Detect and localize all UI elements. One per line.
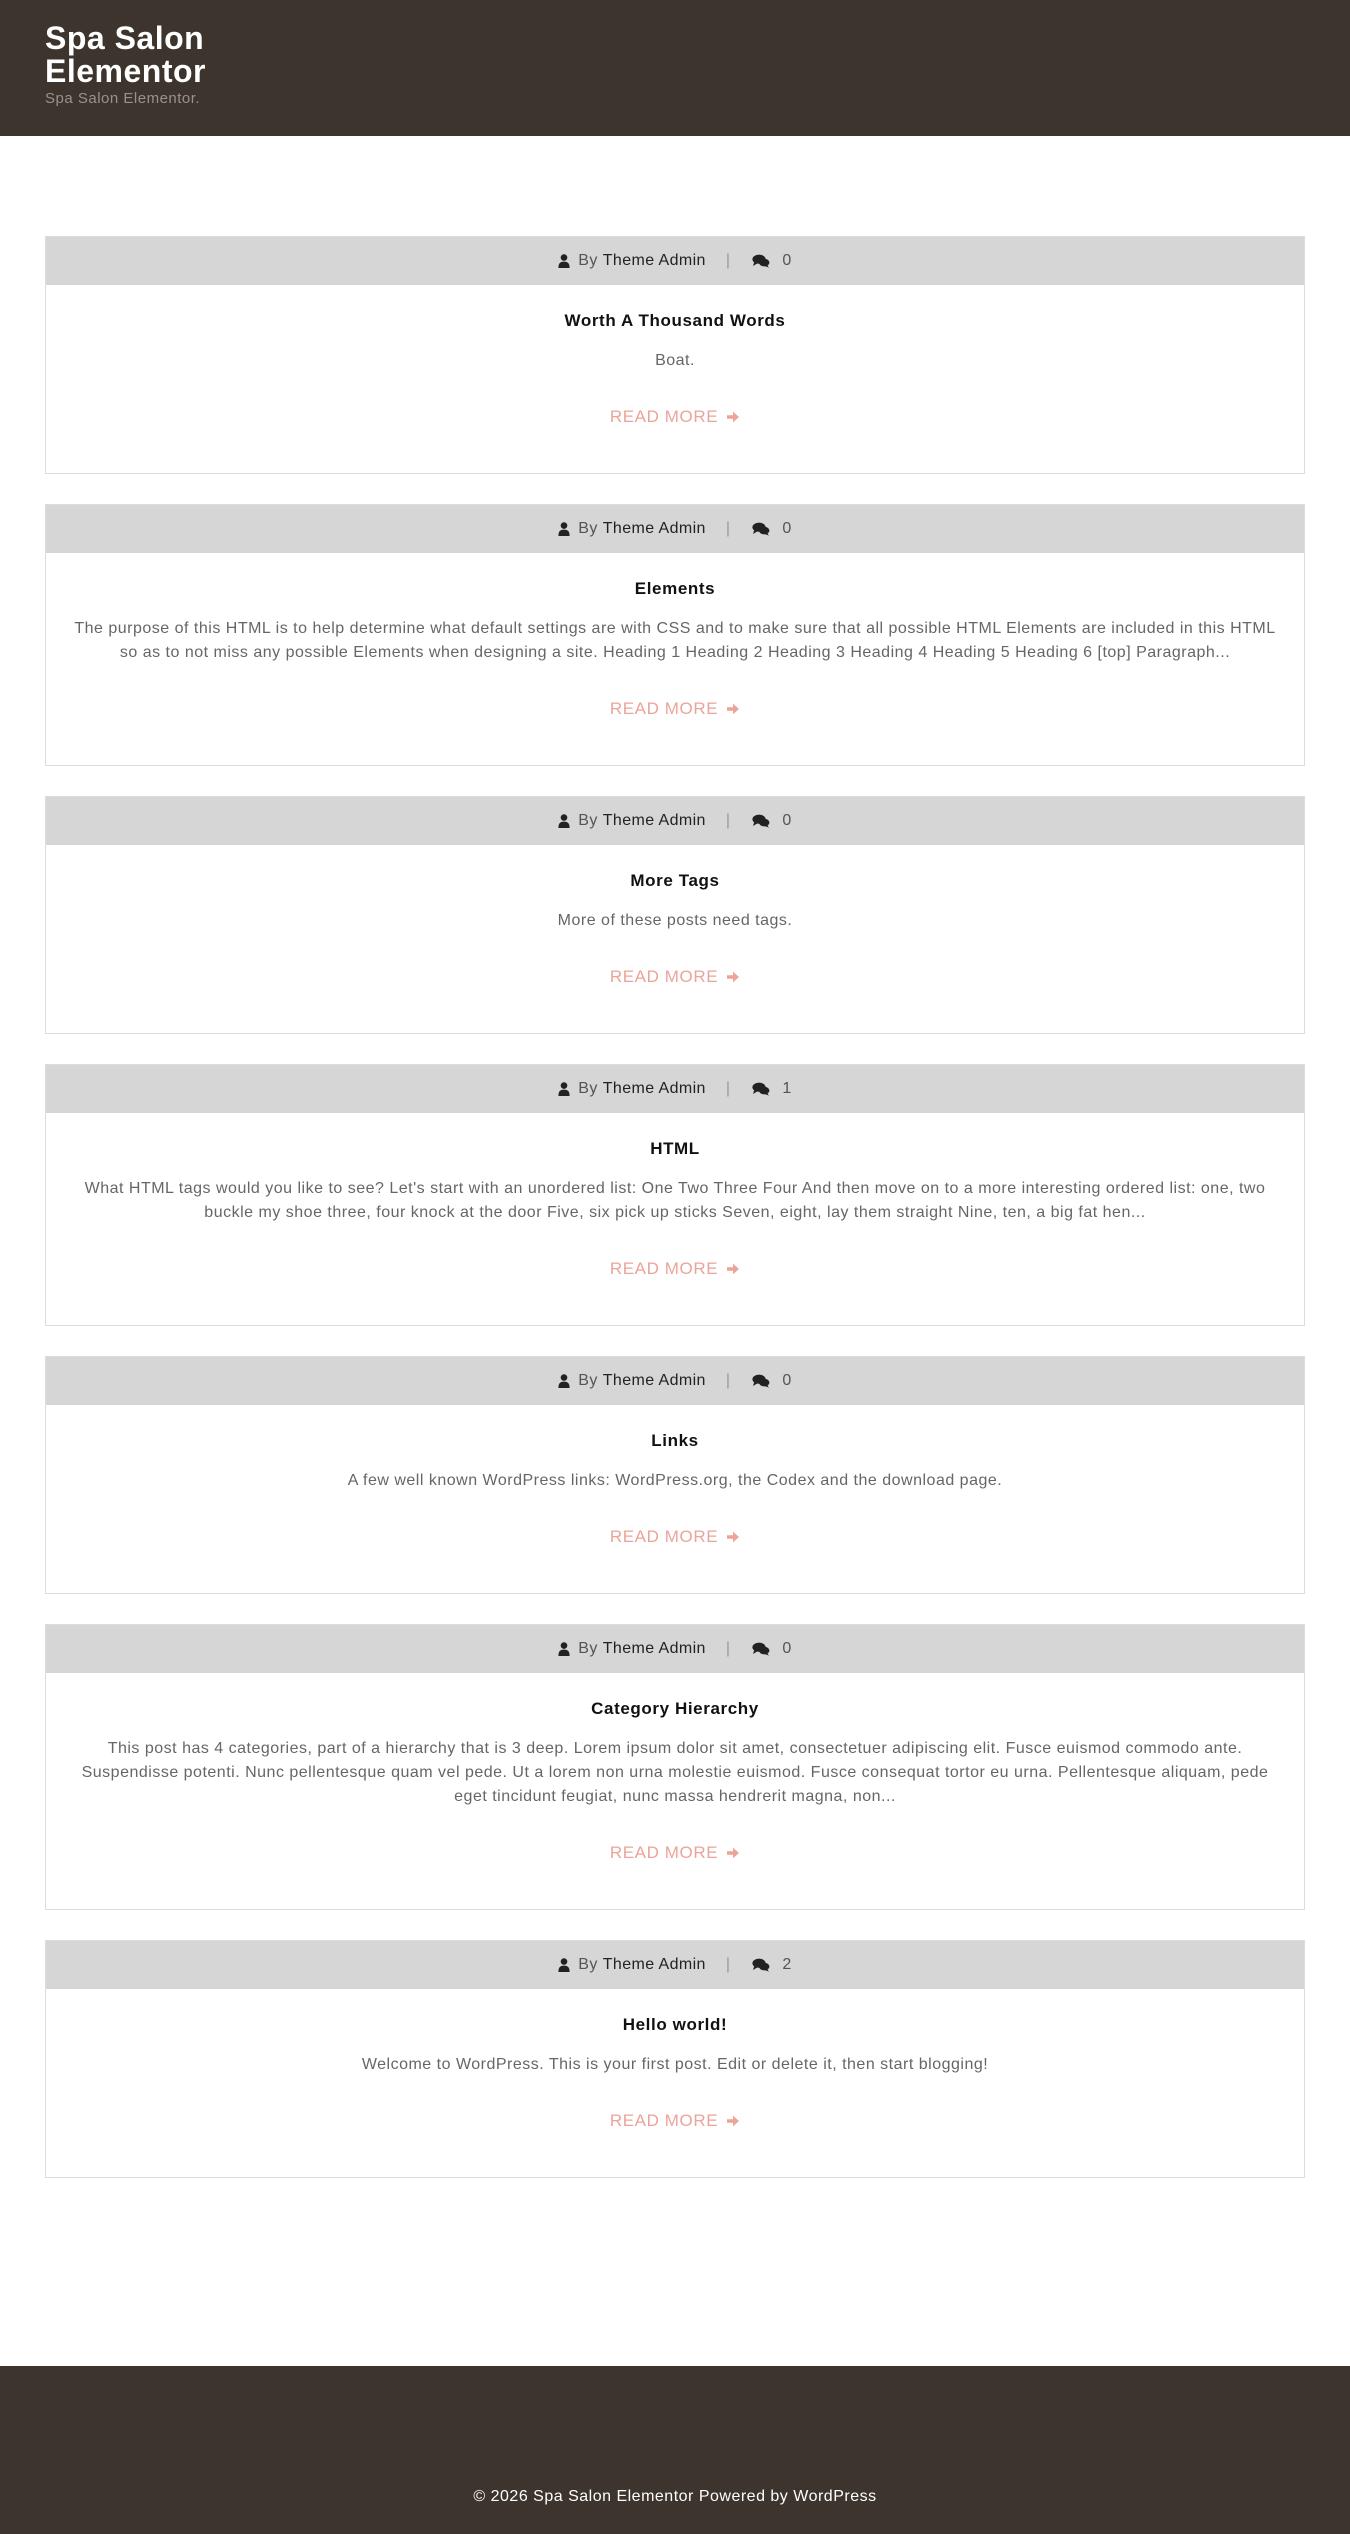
read-more-link[interactable] — [610, 407, 740, 427]
arrow-right-icon — [726, 1846, 740, 1860]
post-title[interactable]: More Tags — [630, 871, 720, 890]
meta-divider: | — [725, 252, 731, 269]
post-author-prefix: By — [578, 812, 598, 829]
read-more-label: READ MORE — [609, 1843, 719, 1862]
post-author — [558, 1640, 706, 1658]
comments-icon — [752, 1958, 770, 1972]
site-footer — [0, 2366, 1350, 2534]
post-author-link[interactable]: Theme Admin — [602, 1080, 706, 1097]
comment-count: 0 — [782, 520, 792, 537]
post-title[interactable]: Hello world! — [622, 2015, 728, 2034]
comment-count: 0 — [782, 252, 792, 269]
read-more-label: READ MORE — [609, 699, 719, 718]
comments-icon — [752, 1374, 770, 1388]
meta-divider: | — [725, 520, 731, 537]
post-title[interactable]: Elements — [634, 579, 716, 598]
post-comments[interactable] — [752, 1372, 791, 1390]
arrow-right-icon — [726, 702, 740, 716]
arrow-right-icon — [726, 1530, 740, 1544]
read-more-link[interactable] — [610, 1843, 740, 1863]
post-card — [45, 1940, 1305, 2178]
read-more-label: READ MORE — [609, 407, 719, 426]
post-meta — [46, 1941, 1304, 1989]
arrow-right-icon — [726, 410, 740, 424]
post-author — [558, 1956, 706, 1974]
read-more-label: READ MORE — [609, 1259, 719, 1278]
post-title[interactable]: Category Hierarchy — [591, 1699, 759, 1718]
post-author-link[interactable]: Theme Admin — [602, 520, 706, 537]
copyright: © 2026 Spa Salon Elementor Powered by WordPress — [473, 2488, 877, 2505]
read-more-link[interactable] — [610, 1527, 740, 1547]
post-author-link[interactable]: Theme Admin — [602, 1372, 706, 1389]
user-icon — [558, 1642, 570, 1656]
post-meta — [46, 237, 1304, 285]
post-author-prefix: By — [578, 520, 598, 537]
post-body — [46, 1405, 1304, 1593]
post-title[interactable]: Worth A Thousand Words — [564, 311, 786, 330]
read-more-link[interactable] — [610, 1259, 740, 1279]
post-meta — [46, 1065, 1304, 1113]
post-excerpt: More of these posts need tags. — [557, 912, 793, 929]
post-author — [558, 812, 706, 830]
meta-divider: | — [725, 1640, 731, 1657]
read-more-label: READ MORE — [609, 1527, 719, 1546]
post-author — [558, 520, 706, 538]
comments-icon — [752, 814, 770, 828]
post-excerpt: What HTML tags would you like to see? Let's start with an unordered list: One Two Three Four And then move on to a more interesting ordered list: one, two buckle my shoe three, four knock at the door Five, six pick up sticks Seven, eight, lay them straight Nine, ten, a big fat hen... — [84, 1180, 1266, 1221]
post-excerpt: Welcome to WordPress. This is your first post. Edit or delete it, then start blogging! — [361, 2056, 989, 2073]
arrow-right-icon — [726, 970, 740, 984]
arrow-right-icon — [726, 1262, 740, 1276]
comments-icon — [752, 522, 770, 536]
post-body — [46, 285, 1304, 473]
post-author-prefix: By — [578, 1080, 598, 1097]
site-header — [0, 0, 1350, 136]
post-card — [45, 1064, 1305, 1326]
meta-divider: | — [725, 1080, 731, 1097]
read-more-link[interactable] — [610, 699, 740, 719]
user-icon — [558, 522, 570, 536]
post-excerpt: A few well known WordPress links: WordPress.org, the Codex and the download page. — [347, 1472, 1003, 1489]
post-meta — [46, 797, 1304, 845]
meta-divider: | — [725, 1372, 731, 1389]
post-author-prefix: By — [578, 1956, 598, 1973]
post-meta — [46, 505, 1304, 553]
comment-count: 1 — [782, 1080, 792, 1097]
post-card — [45, 1624, 1305, 1910]
post-card — [45, 1356, 1305, 1594]
post-body — [46, 1113, 1304, 1325]
post-excerpt: Boat. — [655, 352, 695, 369]
meta-divider: | — [725, 812, 731, 829]
post-body — [46, 845, 1304, 1033]
post-comments[interactable] — [752, 252, 791, 270]
post-meta — [46, 1625, 1304, 1673]
post-body — [46, 1989, 1304, 2177]
post-author-link[interactable]: Theme Admin — [602, 1640, 706, 1657]
user-icon — [558, 1374, 570, 1388]
user-icon — [558, 1958, 570, 1972]
read-more-label: READ MORE — [609, 967, 719, 986]
comments-icon — [752, 1642, 770, 1656]
post-list — [45, 236, 1305, 2208]
user-icon — [558, 254, 570, 268]
comments-icon — [752, 254, 770, 268]
post-author-prefix: By — [578, 252, 598, 269]
post-card — [45, 504, 1305, 766]
post-author-link[interactable]: Theme Admin — [602, 812, 706, 829]
post-body — [46, 1673, 1304, 1909]
post-author-link[interactable]: Theme Admin — [602, 1956, 706, 1973]
post-comments[interactable] — [752, 1956, 791, 1974]
comments-icon — [752, 1082, 770, 1096]
read-more-link[interactable] — [610, 2111, 740, 2131]
post-author — [558, 252, 706, 270]
post-comments[interactable] — [752, 520, 791, 538]
site-description: Spa Salon Elementor. — [45, 90, 201, 107]
user-icon — [558, 814, 570, 828]
post-author — [558, 1080, 706, 1098]
read-more-link[interactable] — [610, 967, 740, 987]
comment-count: 0 — [782, 1372, 792, 1389]
post-title[interactable]: HTML — [650, 1139, 700, 1158]
post-author-prefix: By — [578, 1640, 598, 1657]
post-card — [45, 796, 1305, 1034]
meta-divider: | — [725, 1956, 731, 1973]
post-excerpt: The purpose of this HTML is to help determine what default settings are with CSS and to make sure that all possible HTML Elements are included in this HTML so as to not miss any possible Elements when designing a site. Heading 1 Heading 2 Heading 3 Heading 4 Heading 5 Heading 6 [top] Paragraph... — [74, 620, 1276, 661]
post-title[interactable]: Links — [651, 1431, 699, 1450]
site-title[interactable]: Spa Salon Elementor — [45, 20, 206, 89]
comment-count: 2 — [782, 1956, 792, 1973]
post-author-link[interactable]: Theme Admin — [602, 252, 706, 269]
post-card — [45, 236, 1305, 474]
post-comments[interactable] — [752, 812, 791, 830]
post-excerpt: This post has 4 categories, part of a hierarchy that is 3 deep. Lorem ipsum dolor sit amet, consectetuer adipiscing elit. Fusce euismod commodo ante. Suspendisse potenti. Nunc pellentesque quam vel pede. Ut a lorem non urna molestie euismod. Fusce consequat tortor eu urna. Pellentesque aliquam, pede eget tincidunt feugiat, nunc massa hendrerit magna, non... — [81, 1740, 1269, 1805]
comment-count: 0 — [782, 1640, 792, 1657]
read-more-label: READ MORE — [609, 2111, 719, 2130]
post-body — [46, 553, 1304, 765]
post-author — [558, 1372, 706, 1390]
post-comments[interactable] — [752, 1640, 791, 1658]
comment-count: 0 — [782, 812, 792, 829]
arrow-right-icon — [726, 2114, 740, 2128]
post-meta — [46, 1357, 1304, 1405]
user-icon — [558, 1082, 570, 1096]
post-author-prefix: By — [578, 1372, 598, 1389]
post-comments[interactable] — [752, 1080, 791, 1098]
